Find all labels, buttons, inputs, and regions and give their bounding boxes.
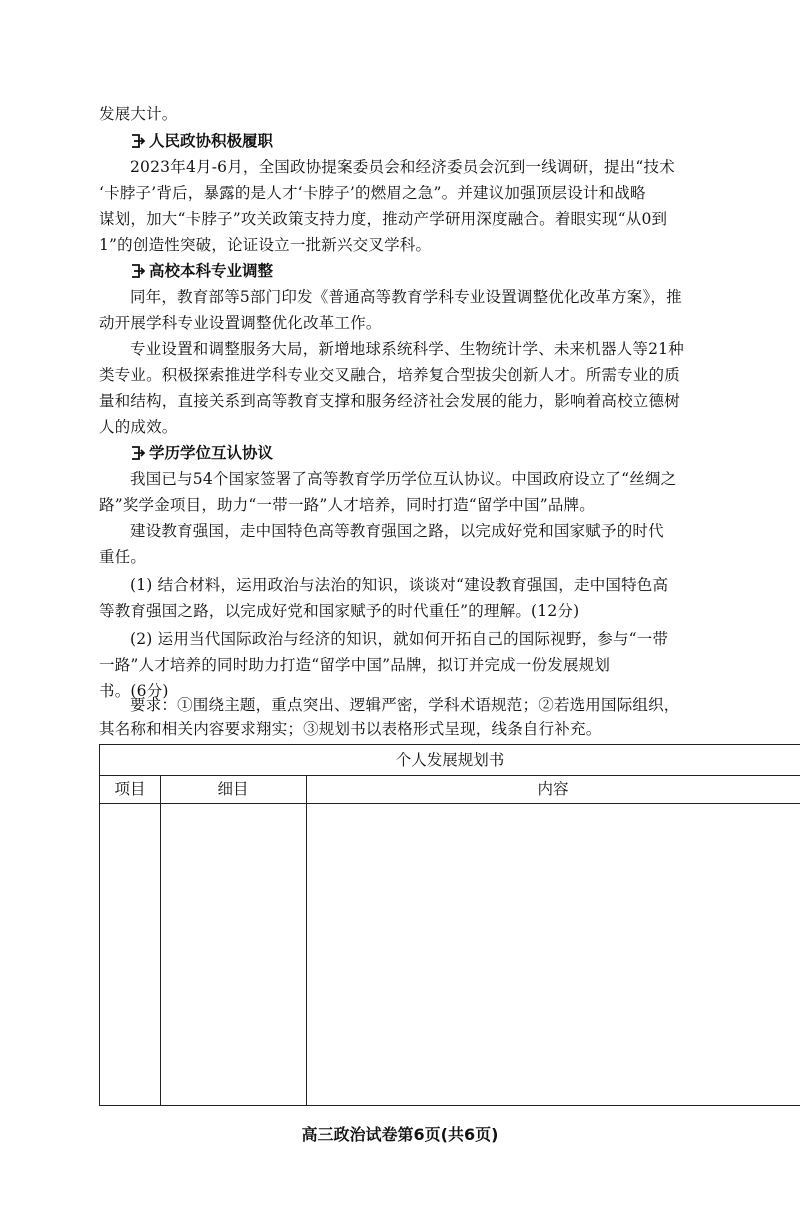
section-heading-3 [130,442,273,464]
section3-line: 建设教育强国，走中国特色高等教育强国之路，以完成好党和国家赋予的时代 [130,522,664,540]
section1-line: 2023年4月-6月，全国政协提案委员会和经济委员会沉到一线调研，提出“技术 [130,158,675,176]
table-column-divider [160,775,161,1105]
section1-line: 1”的创造性突破，论证设立一批新兴交叉学科。 [99,236,432,254]
question-1-line: (1) 结合材料，运用政治与法治的知识，谈谈对“建设教育强国，走中国特色高 [130,576,669,594]
column-header-item: 项目 [114,780,146,798]
requirements-line: 其名称和相关内容要求翔实；③规划书以表格形式呈现，线条自行补充。 [99,720,602,738]
question-2-line: (2) 运用当代国际政治与经济的知识，就如何开拓自己的国际视野，参与“一带 [130,630,669,648]
section2-line: 动开展学科专业设置调整优化改革工作。 [99,314,382,332]
question-1-line: 等教育强国之路，以完成好党和国家赋予的时代重任”的理解。(12分) [99,602,580,620]
column-header-detail: 细目 [217,780,249,798]
table-column-divider [306,775,307,1105]
section-heading-1 [130,130,273,152]
section-heading-3-label: 学历学位互认协议 [149,444,274,462]
arrow-marker-icon [130,134,146,148]
requirements-line: 要求：①围绕主题，重点突出、逻辑严密，学科术语规范；②若选用国际组织， [130,696,680,714]
section2-line: 类专业。积极探索推进学科专业交叉融合，培养复合型拔尖创新人才。所需专业的质 [99,366,680,384]
table-header-divider [100,803,800,804]
section-heading-1-label: 人民政协积极履职 [149,132,274,150]
section3-line: 重任。 [99,548,147,566]
question-2-line: 一路”人才培养的同时助力打造“留学中国”品牌，拟订并完成一份发展规划 [99,656,611,674]
section3-line: 路”奖学金项目，助力“一带一路”人才培养，同时打造“留学中国”品牌。 [99,496,595,514]
arrow-marker-icon [130,446,146,460]
column-header-content: 内容 [537,780,569,798]
page-footer: 高三政治试卷第6页(共6页) [301,1125,499,1144]
development-plan-table [99,744,800,1106]
section2-line: 量和结构，直接关系到高等教育支撑和服务经济社会发展的能力，影响着高校立德树 [99,392,680,410]
section-heading-2 [130,260,273,282]
question-2-line: 书。(6分) [99,682,169,700]
table-title: 个人发展规划书 [100,745,800,776]
arrow-marker-icon [130,264,146,278]
section1-line: 谋划，加大“卡脖子”攻关政策支持力度，推动产学研用深度融合。着眼实现“从0到 [99,210,668,228]
section-heading-2-label: 高校本科专业调整 [149,262,274,280]
section2-line: 同年，教育部等5部门印发《普通高等教育学科专业设置调整优化改革方案》，推 [130,288,682,306]
section1-line: ‘卡脖子’背后，暴露的是人才‘卡脖子’的燃眉之急”。并建议加强顶层设计和战略 [99,184,646,202]
intro-tail-text: 发展大计。 [99,105,178,123]
section2-line: 人的成效。 [99,418,178,436]
section2-line: 专业设置和调整服务大局，新增地球系统科学、生物统计学、未来机器人等21种 [130,340,684,358]
section3-line: 我国已与54个国家签署了高等教育学历学位互认协议。中国政府设立了“丝绸之 [130,470,677,488]
